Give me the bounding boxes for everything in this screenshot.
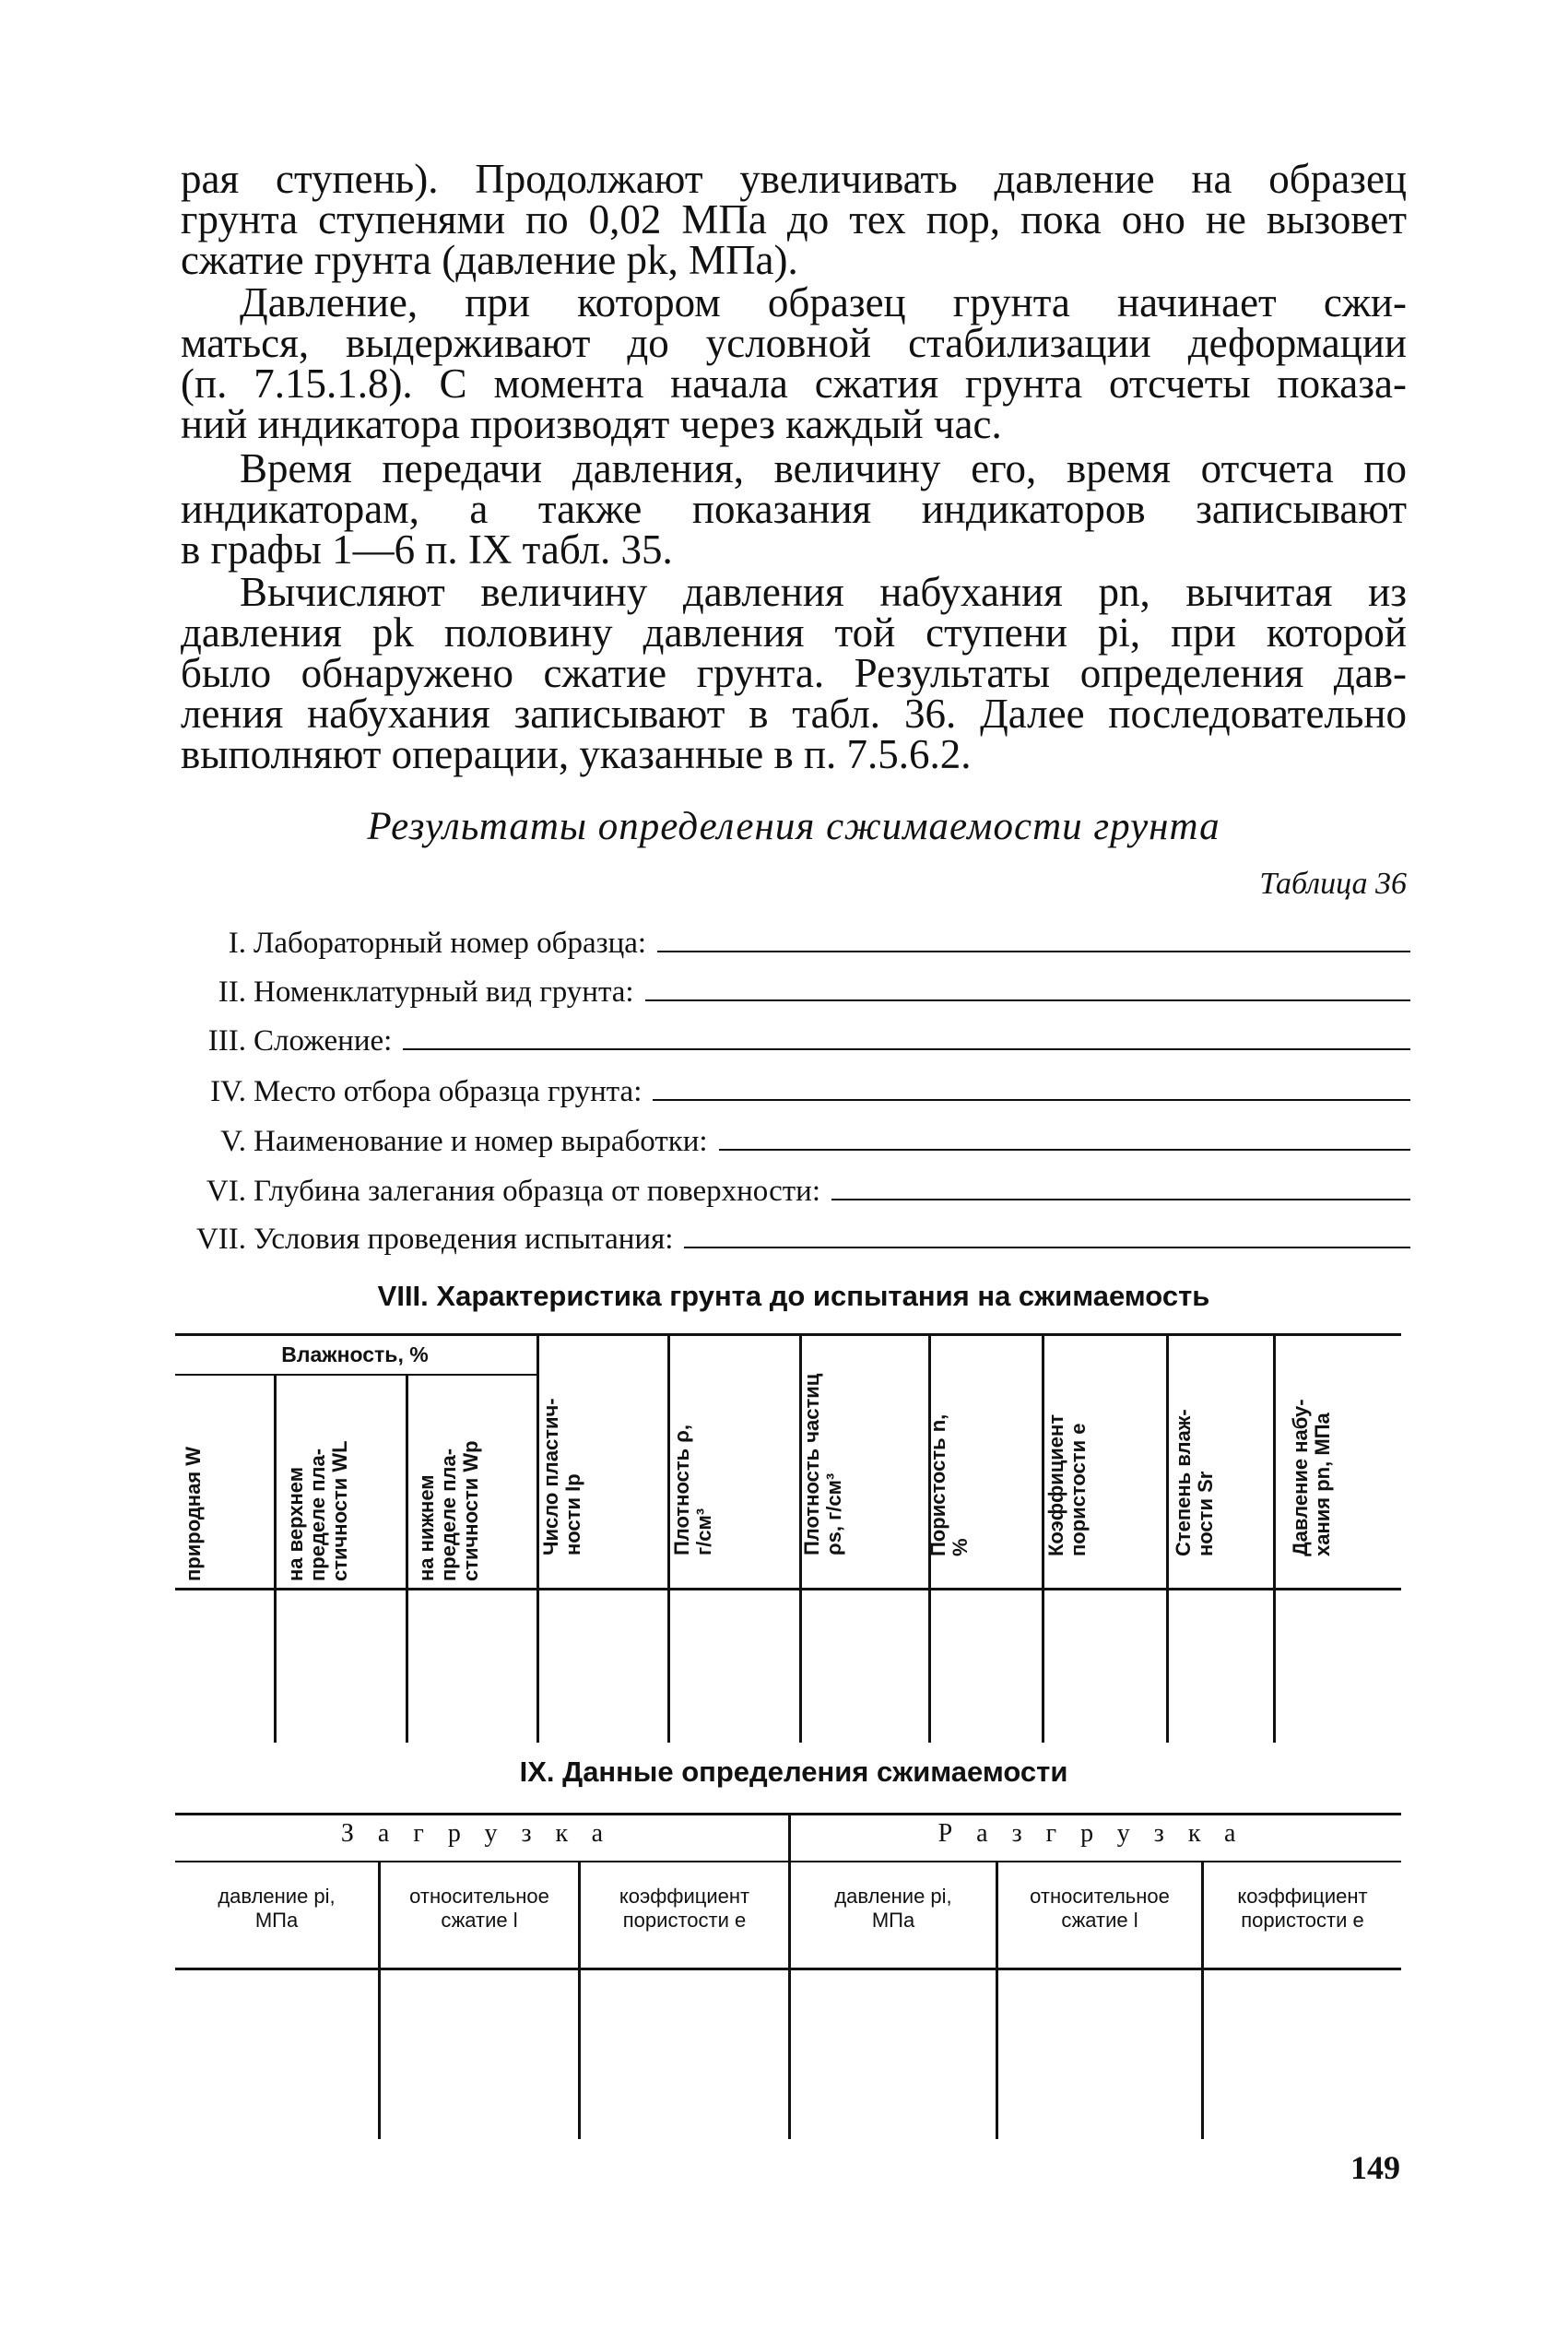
moisture-group-header: Влажность, % [281,1342,429,1366]
col-header-swelling-pressure: Давление набу- хания pn, МПа [1289,1399,1334,1556]
col-divider [667,1590,670,1743]
col-header-load-pressure: давление pi, МПа [218,1885,336,1932]
field-blank-line[interactable] [645,975,1410,1001]
col-divider [406,1590,408,1743]
field-label: Лабораторный номер образца: [253,927,647,960]
col-divider [1273,1590,1276,1743]
col-header-unload-compression: относительное сжатие l [1030,1885,1170,1932]
text-line: Вычисляют величину давления набухания pn, вычитая из [240,569,1407,615]
paragraph-1 [181,156,1407,283]
header-bottom-rule [175,1588,1401,1590]
text-line: в графы 1—6 п. IX табл. 35. [181,526,673,573]
paragraph-3 [181,445,1407,573]
section-9-heading: IX. Данные определения сжимаемости [519,1756,1068,1788]
field-number: III. [207,1024,246,1058]
group-header-rule [175,1374,536,1376]
unload-group-header: Разгрузка [937,1819,1260,1848]
group-divider [788,1815,791,1867]
col-divider [1042,1590,1044,1743]
text-line: грунта ступенями по 0,02 МПа до тех пор, пока оно не вызовет [181,196,1407,242]
text-line: (п. 7.15.1.8). С момента начала сжатия грунта отсчеты показа- [181,361,1407,407]
field-blank-line[interactable] [831,1175,1410,1200]
field-blank-line[interactable] [719,1125,1410,1151]
field-label: Условия проведения испытания: [253,1223,674,1256]
text-line: давления pk половину давления той ступени pi, при которой [181,609,1407,656]
col-header-saturation: Степень влаж- ности Sr [1172,1409,1217,1556]
field-soil-type [147,975,1410,1012]
col-header-load-void-ratio: коэффициент пористости e [619,1885,750,1932]
field-number: VII. [195,1223,246,1256]
paragraph-2 [181,279,1407,447]
text-line: ления набухания записывают в табл. 36. Далее последовательно [181,691,1407,737]
col-divider [274,1590,277,1743]
field-excavation [147,1125,1410,1162]
col-divider [799,1590,802,1743]
field-blank-line[interactable] [403,1024,1410,1050]
field-blank-line[interactable] [657,927,1410,952]
text-line: ний индикатора производят через каждый час. [181,401,1002,447]
load-group-header: Загрузка [340,1819,628,1848]
field-blank-line[interactable] [684,1223,1410,1248]
field-blank-line[interactable] [653,1075,1410,1101]
page-number: 149 [1350,2149,1400,2186]
field-label: Наименование и номер выработки: [253,1125,708,1158]
field-label: Глубина залегания образца от поверхности: [253,1175,820,1208]
text-line: маться, выдерживают до условной стабилизации деформации [181,320,1407,366]
col-header-liquid-limit: на верхнем пределе пла- стичности WL [284,1440,351,1581]
field-number: IV. [210,1075,246,1108]
col-header-porosity: Пористость n, % [926,1413,972,1556]
text-line: индикаторам, а также показания индикаторов записывают [181,486,1407,532]
col-header-unload-void-ratio: коэффициент пористости e [1237,1885,1368,1932]
text-line: Время передачи давления, величину его, время отсчета по [240,445,1407,491]
field-number: V. [220,1125,246,1158]
col-divider [1166,1590,1169,1743]
table-number: Таблица 36 [1259,867,1407,901]
field-number: VI. [206,1175,246,1208]
field-test-conditions [147,1223,1410,1259]
field-label: Место отбора образца грунта: [253,1075,643,1108]
field-lab-number [147,927,1410,964]
col-header-particle-density: Плотность частиц ρs, г/см³ [800,1373,845,1555]
field-structure [147,1024,1410,1061]
field-number: I. [228,927,246,960]
text-line: сжатие грунта (давление pk, МПа). [181,237,798,283]
col-header-plastic-limit: на нижнем пределе пла- стичности Wp [415,1440,482,1581]
col-divider [406,1376,408,1588]
col-header-load-compression: относительное сжатие l [409,1885,549,1932]
field-sampling-place [147,1075,1410,1112]
field-label: Сложение: [253,1024,393,1058]
text-line: Давление, при котором образец грунта начинает сжи- [240,279,1407,325]
col-divider [928,1590,931,1743]
col-divider [1273,1336,1276,1588]
col-divider [1166,1336,1169,1588]
col-header-density: Плотность ρ, г/см³ [670,1425,715,1555]
field-depth [147,1175,1410,1212]
col-header-void-ratio: Коэффициент пористости e [1044,1413,1090,1556]
table-title: Результаты определения сжимаемости грунта [367,805,1220,848]
text-line: выполняют операции, указанные в п. 7.5.6.2. [181,731,972,777]
paragraph-4 [181,569,1407,777]
field-label: Номенклатурный вид грунта: [253,975,634,1009]
section-8-heading: VIII. Характеристика грунта до испытания на сжимаемость [377,1280,1210,1312]
text-line: рая ступень). Продолжают увеличивать давление на образец [181,156,1407,202]
col-header-unload-pressure: давление pi, МПа [834,1885,952,1932]
col-divider [536,1590,539,1743]
col-header-natural-moisture: природная W [182,1446,205,1581]
field-number: II. [218,975,246,1009]
text-line: было обнаружено сжатие грунта. Результаты определения дав- [181,650,1407,696]
col-header-plasticity-index: Число пластич- ности Ip [539,1398,584,1555]
